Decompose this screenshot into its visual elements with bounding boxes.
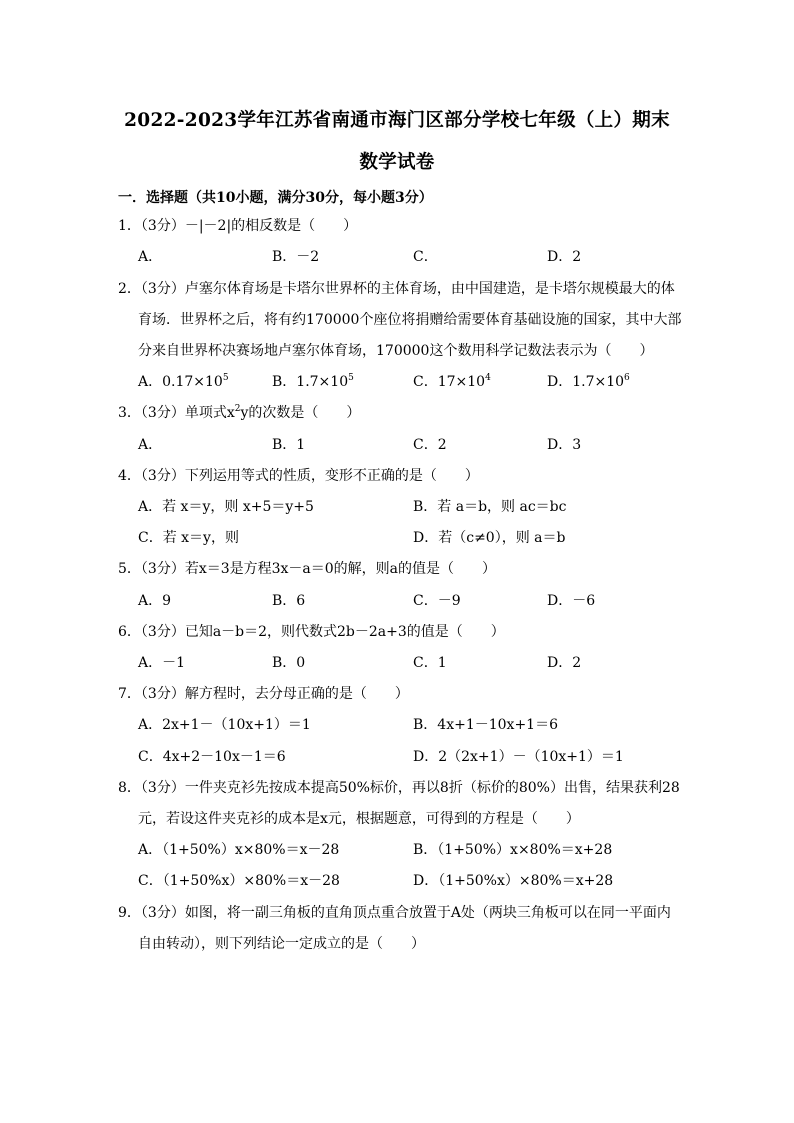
question-7-text: 7．（3分）解方程时，去分母正确的是（ ） bbox=[118, 686, 409, 702]
question-6-option-b: B．0 bbox=[272, 655, 306, 671]
question-7-option-d: D．2（2x+1）－（10x+1）＝1 bbox=[413, 749, 624, 765]
question-3-option-d: D．3 bbox=[547, 437, 582, 453]
question-2-option-c: C．$17\times 10^4$ bbox=[413, 373, 491, 390]
question-6-option-c: C．1 bbox=[413, 655, 447, 671]
question-1-option-d: D．2 bbox=[547, 249, 582, 265]
question-6-option-d: D．2 bbox=[547, 655, 582, 671]
exam-title-line2: 数学试卷 bbox=[359, 152, 435, 173]
question-4-option-c: C．若 x＝y，则 bbox=[138, 530, 239, 546]
question-7-option-c: C．4x+2－10x－1＝6 bbox=[138, 749, 286, 765]
question-7-option-a: A．2x+1－（10x+1）＝1 bbox=[138, 717, 311, 733]
question-3-option-a: A． bbox=[138, 437, 163, 453]
question-3-option-b: B．1 bbox=[272, 437, 306, 453]
question-6-option-a: A．－1 bbox=[138, 655, 186, 671]
question-5-option-a: A．9 bbox=[138, 593, 172, 609]
question-2-option-b: B．$1.7\times 10^5$ bbox=[272, 373, 354, 390]
question-3-option-c: C．2 bbox=[413, 437, 447, 453]
question-4-option-b: B．若 a＝b，则 ac＝bc bbox=[413, 499, 567, 515]
question-6-text: 6．（3分）已知a－b＝2，则代数式2b－2a+3的值是（ ） bbox=[118, 624, 505, 640]
question-4-option-a: A．若 x＝y，则 x+5＝y+5 bbox=[138, 499, 314, 515]
question-2-option-d: D．$1.7\times 10^6$ bbox=[547, 373, 630, 390]
question-3-text: 3．（3分）单项式$x^2y$的次数是（ ） bbox=[118, 404, 361, 421]
question-4-text: 4．（3分）下列运用等式的性质，变形不正确的是（ ） bbox=[118, 468, 479, 484]
question-4-option-d: D．若（c≠0），则 a＝b bbox=[413, 530, 566, 546]
question-1-option-b: B．－2 bbox=[272, 249, 320, 265]
question-5-option-d: D．－6 bbox=[547, 593, 596, 609]
question-8-option-d: D．（1+50%x）×80%＝x+28 bbox=[413, 873, 614, 889]
question-1-option-a: A． bbox=[138, 249, 163, 265]
question-2-line-3: 分来自世界杯决赛场地卢塞尔体育场，170000这个数用科学记数法表示为（ ） bbox=[138, 343, 654, 359]
question-8-option-c: C．（1+50%x）×80%＝x－28 bbox=[138, 873, 340, 889]
question-2-line-1: 2．（3分）卢塞尔体育场是卡塔尔世界杯的主体育场，由中国建造，是卡塔尔规模最大的体 bbox=[118, 281, 675, 297]
question-5-option-b: B．6 bbox=[272, 593, 306, 609]
exam-title-line1: 2022-2023学年江苏省南通市海门区部分学校七年级（上）期末 bbox=[124, 110, 670, 131]
question-8-line-1: 8．（3分）一件夹克衫先按成本提高50%标价，再以8折（标价的80%）出售，结果获利28 bbox=[118, 780, 680, 796]
question-1-option-c: C． bbox=[413, 249, 438, 265]
question-7-option-b: B．4x+1－10x+1＝6 bbox=[413, 717, 558, 733]
question-2-line-2: 育场．世界杯之后，将有约170000个座位将捐赠给需要体育基础设施的国家，其中大部 bbox=[138, 312, 682, 328]
question-8-option-a: A．（1+50%）x×80%＝x－28 bbox=[138, 842, 340, 858]
question-5-option-c: C．－9 bbox=[413, 593, 461, 609]
question-5-text: 5．（3分）若x＝3是方程3x－a＝0的解，则a的值是（ ） bbox=[118, 561, 497, 577]
question-9-line-2: 自由转动），则下列结论一定成立的是（ ） bbox=[138, 936, 425, 952]
question-1-text: 1．（3分）－|－2|的相反数是（ ） bbox=[118, 218, 358, 234]
question-2-option-a: A．$0.17\times 10^5$ bbox=[138, 373, 229, 390]
section-heading: 一．选择题（共10小题，满分30分，每小题3分） bbox=[118, 190, 433, 206]
question-9-line-1: 9．（3分）如图，将一副三角板的直角顶点重合放置于A处（两块三角板可以在同一平面内 bbox=[118, 905, 671, 921]
question-8-line-2: 元，若设这件夹克衫的成本是x元，根据题意，可得到的方程是（ ） bbox=[138, 811, 580, 827]
question-8-option-b: B．（1+50%）x×80%＝x+28 bbox=[413, 842, 613, 858]
